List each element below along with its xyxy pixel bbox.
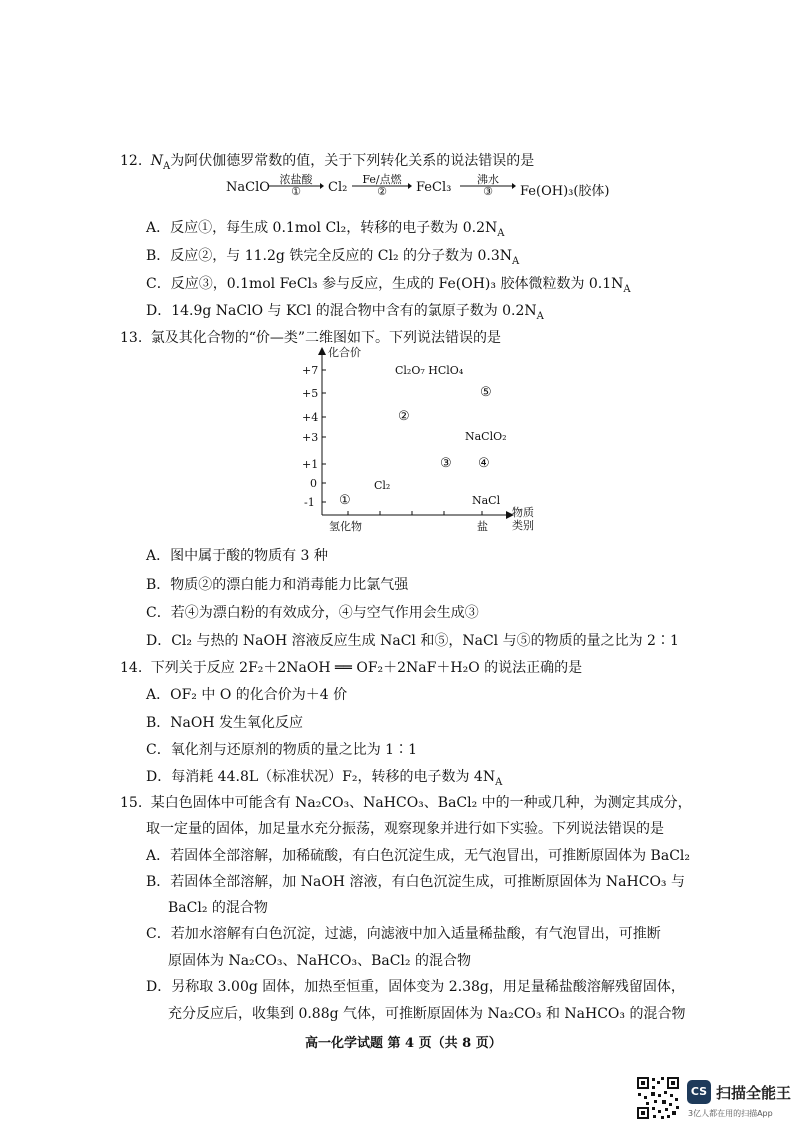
q13-stem: 13. 氯及其化合物的“价—类”二维图如下。下列说法错误的是 [120, 330, 502, 346]
qr-code-icon [636, 1076, 680, 1120]
q14-option-d: D．每消耗 44.8L（标准状况）F₂，转移的电子数为 $4N_A$ [146, 769, 503, 788]
q14-stem: 14. 下列关于反应 2F₂＋2NaOH ══ OF₂＋2NaF＋H₂O 的说法正确的是 [120, 660, 583, 676]
scanner-tagline: 3亿人都在用的扫描App [688, 1109, 773, 1118]
point-2: ② [398, 409, 410, 424]
page-footer: 高一化学试题 第 4 页（共 8 页） [305, 1036, 502, 1051]
q12-option-b: B．反应②，与 11.2g 铁完全反应的 Cl₂ 的分子数为 $0.3N_A$ [146, 248, 520, 267]
q12-option-a: A．反应①，每生成 0.1mol Cl₂，转移的电子数为 $0.2N_A$ [146, 220, 505, 239]
chain-arrow-2: Fe/点燃 ② [352, 172, 412, 202]
point-3: ③ [440, 456, 452, 471]
point-4: ④ [478, 456, 490, 471]
q15-stem-line1: 15. 某白色固体中可能含有 Na₂CO₃、NaHCO₃、BaCl₂ 中的一种或几种，为测定其成分， [120, 795, 692, 811]
point-1: ① [339, 493, 351, 508]
q12-option-d: D．14.9g NaClO 与 KCl 的混合物中含有的氯原子数为 $0.2N_A$ [146, 303, 544, 322]
chain-arrow-3: 沸水 ③ [460, 172, 516, 202]
q13-option-d: D．Cl₂ 与热的 NaOH 溶液反应生成 NaCl 和⑤，NaCl 与⑤的物质的量之比为 2∶1 [146, 633, 679, 649]
q14-option-b: B．NaOH 发生氧化反应 [146, 715, 304, 731]
y-tick-minus1: -1 [304, 496, 315, 509]
x-axis-title-1: 物质 [512, 506, 534, 519]
point-cl2o7-hclo4: Cl₂O₇ HClO₄ [395, 364, 464, 377]
scanner-brand: 扫描全能王 [716, 1084, 792, 1102]
q15-option-d-line2: 充分反应后，收集到 0.88g 气体，可推断原固体为 Na₂CO₃ 和 NaHCO₃ 的混合物 [168, 1006, 686, 1022]
q15-option-b-line2: BaCl₂ 的混合物 [168, 900, 268, 916]
chain-cl2: Cl₂ [328, 180, 348, 195]
y-axis-title: 化合价 [328, 346, 361, 359]
q13-option-a: A．图中属于酸的物质有 3 种 [146, 548, 328, 564]
q14-option-c: C．氧化剂与还原剂的物质的量之比为 1∶1 [146, 742, 417, 758]
q12-stem: 12. $N_A$为阿伏伽德罗常数的值，关于下列转化关系的说法错误的是 [120, 153, 535, 172]
point-nacl: NaCl [472, 494, 501, 507]
q15-option-a: A．若固体全部溶解，加稀硫酸，有白色沉淀生成，无气泡冒出，可推断原固体为 BaCl₂ [146, 848, 690, 864]
q14-option-a: A．OF₂ 中 O 的化合价为＋4 价 [146, 687, 348, 703]
q15-option-b-line1: B．若固体全部溶解，加 NaOH 溶液，有白色沉淀生成，可推断原固体为 NaHCO₃ 与 [146, 874, 685, 890]
point-naclo2: NaClO₂ [465, 430, 507, 443]
q15-option-c-line1: C．若加水溶解有白色沉淀，过滤，向滤液中加入适量稀盐酸，有气泡冒出，可推断 [146, 926, 661, 942]
y-tick-plus5: +5 [302, 387, 319, 400]
y-tick-zero: 0 [310, 477, 317, 490]
camscanner-logo-icon: CS [687, 1080, 711, 1104]
q15-stem-line2: 取一定量的固体，加足量水充分振荡，观察现象并进行如下实验。下列说法错误的是 [146, 821, 664, 837]
y-tick-plus1: +1 [302, 458, 319, 471]
point-5: ⑤ [480, 385, 492, 400]
q15-option-d-line1: D．另称取 3.00g 固体，加热至恒重，固体变为 2.38g，用足量稀盐酸溶解残留固体， [146, 979, 685, 995]
q13-option-b: B．物质②的漂白能力和消毒能力比氯气强 [146, 577, 409, 593]
x-tick-salt: 盐 [477, 520, 488, 533]
q12-option-c: C．反应③，0.1mol FeCl₃ 参与反应，生成的 Fe(OH)₃ 胶体微粒数为 $0.1N_A$ [146, 276, 631, 295]
x-tick-hydride: 氢化物 [329, 520, 362, 533]
point-cl2: Cl₂ [374, 479, 391, 492]
q15-option-c-line2: 原固体为 Na₂CO₃、NaHCO₃、BaCl₂ 的混合物 [168, 953, 471, 969]
y-tick-plus3: +3 [302, 431, 319, 444]
y-tick-plus4: +4 [302, 411, 319, 424]
y-tick-plus7: +7 [302, 364, 319, 377]
chain-feoh3: Fe(OH)₃(胶体) [520, 184, 610, 199]
x-axis-title-2: 类别 [512, 519, 534, 532]
chain-naclo: NaClO [226, 180, 270, 195]
chain-fecl3: FeCl₃ [416, 180, 452, 195]
chain-arrow-1: 浓盐酸 ① [268, 172, 324, 202]
q13-option-c: C．若④为漂白粉的有效成分，④与空气作用会生成③ [146, 605, 479, 621]
